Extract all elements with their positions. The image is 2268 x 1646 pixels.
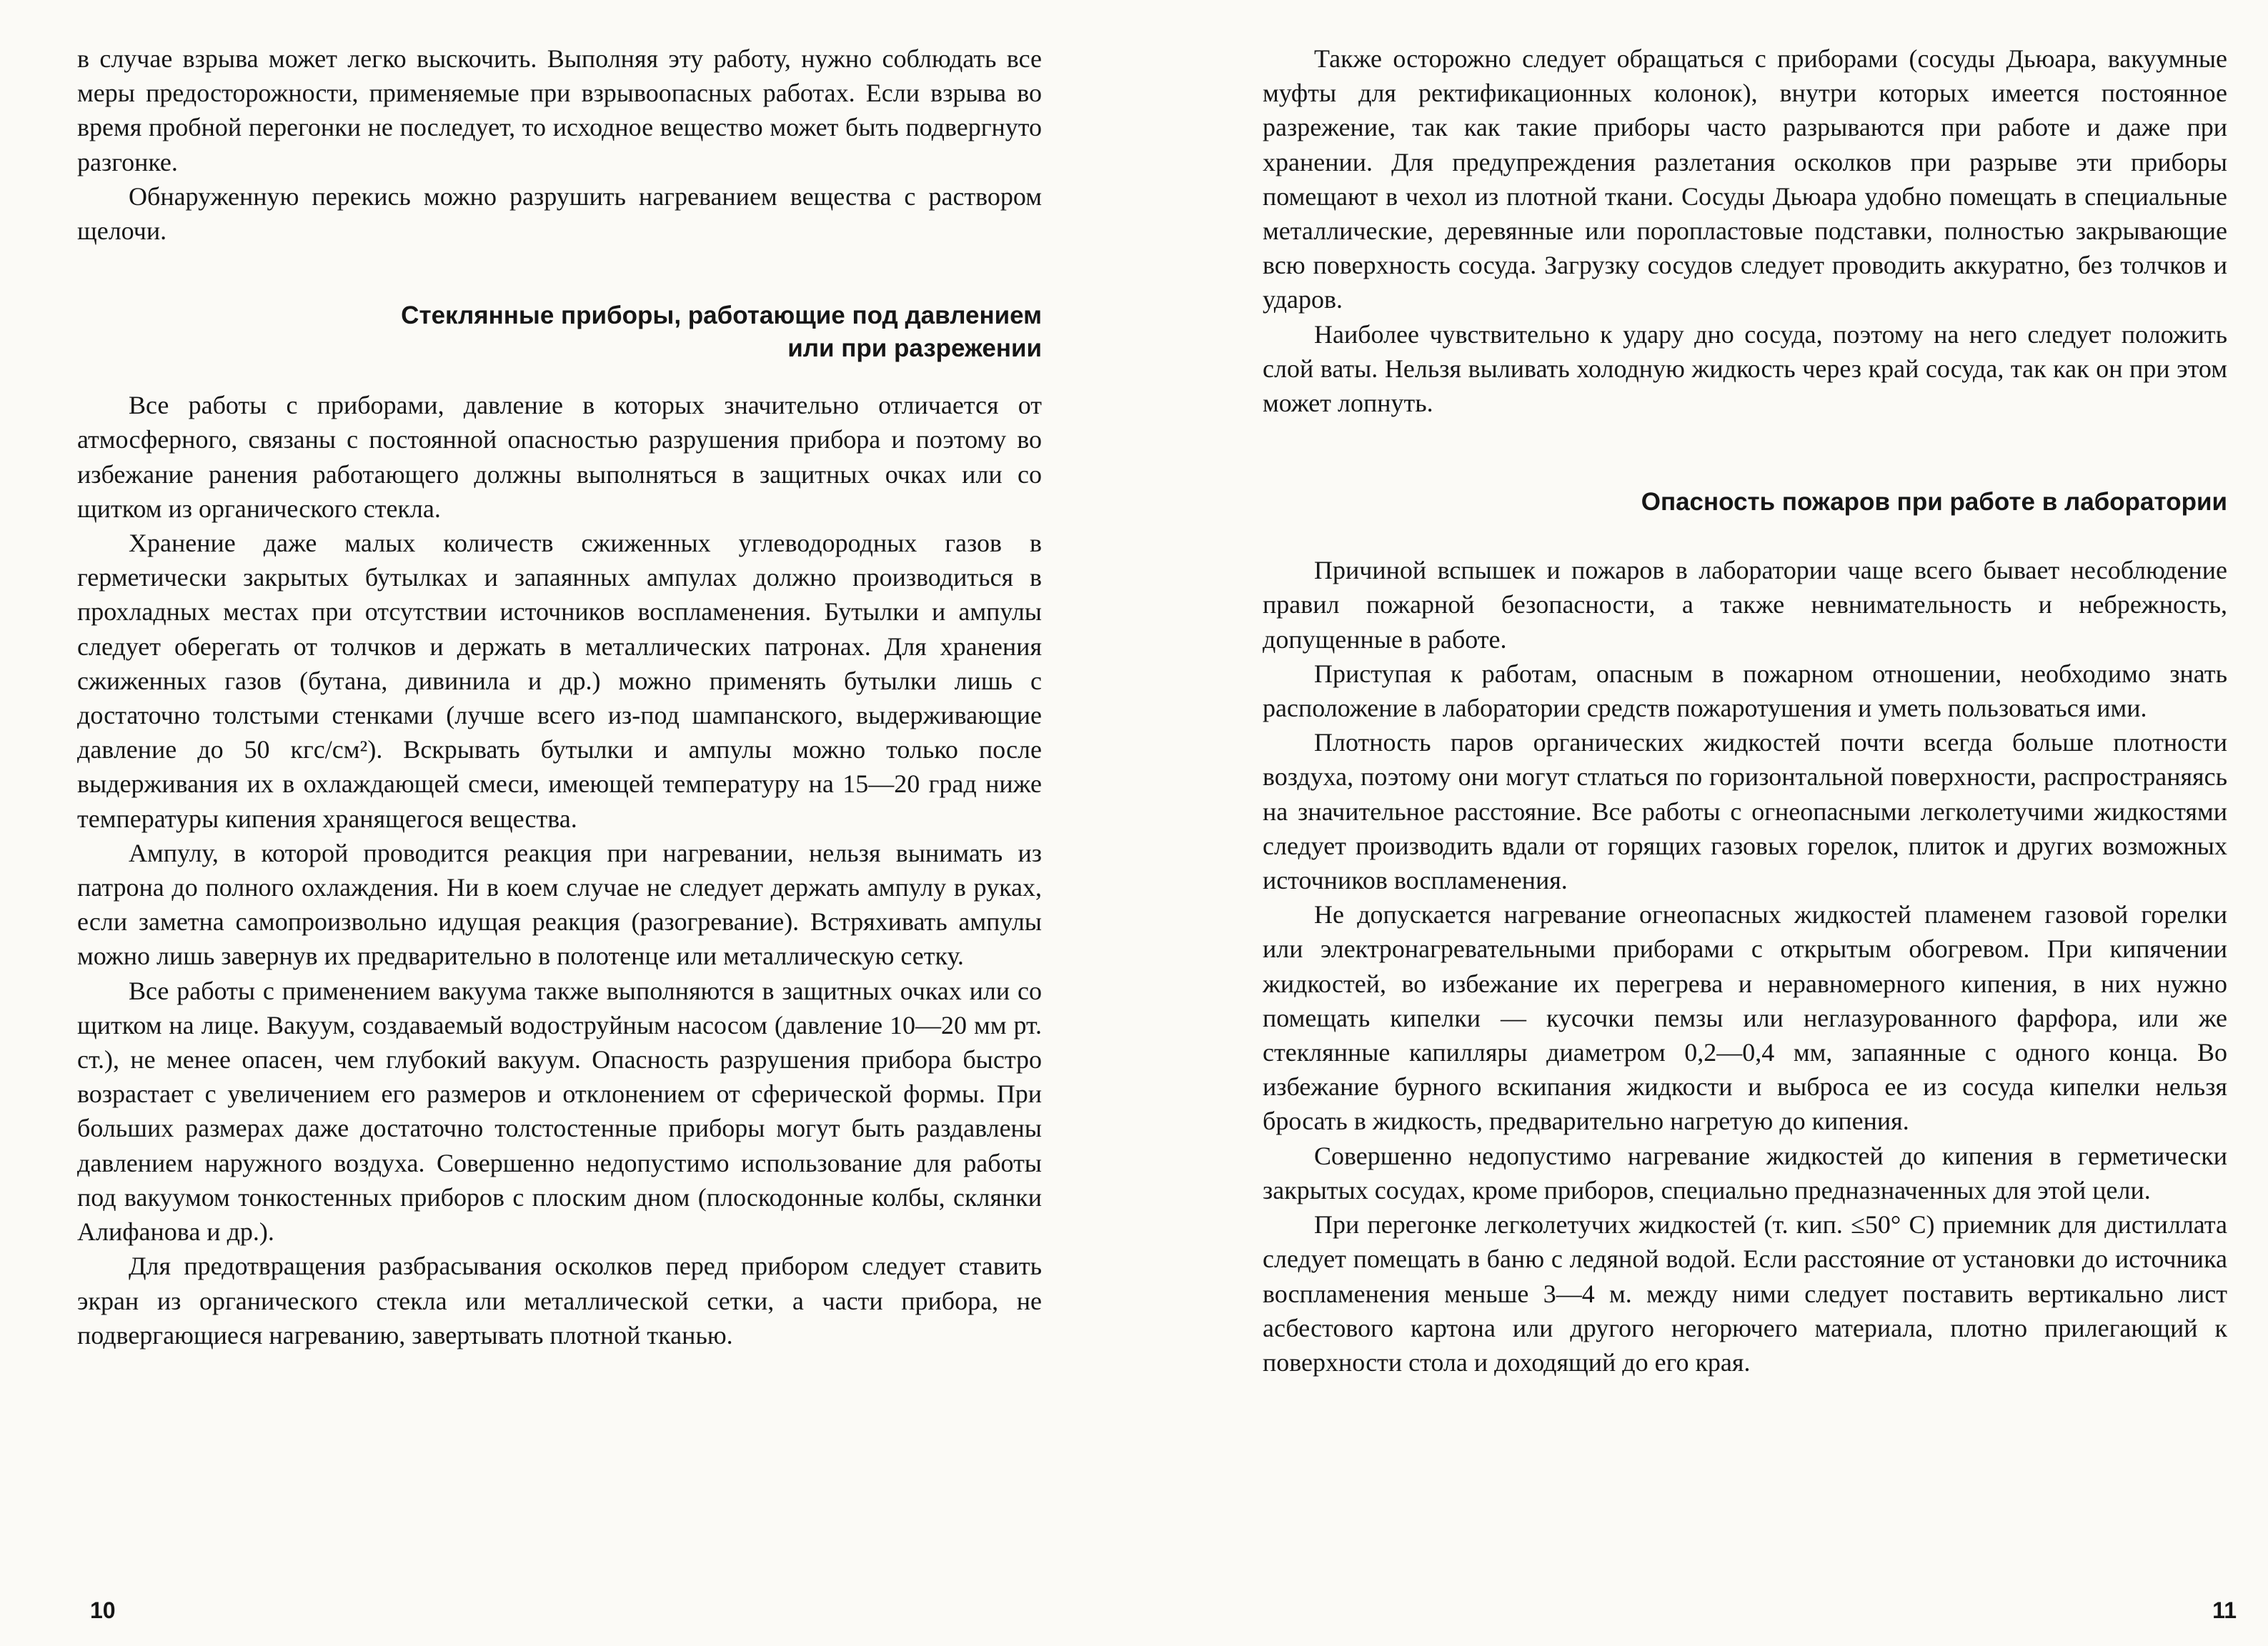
- paragraph: Для предотвращения разбрасывания осколков перед прибором следует ставить экран из органического стекла или металлической сетки, а части прибора, не подвергающиеся нагреванию, завертывать плотной тканью.: [77, 1252, 1042, 1350]
- paragraph: Наиболее чувствительно к удару дно сосуда, поэтому на него следует положить слой ваты. Нельзя выливать холодную жидкость через край сосуда, так как он при этом может лопнуть.: [1263, 319, 2227, 418]
- page-number: 11: [2212, 1597, 2237, 1623]
- section-heading: Опасность пожаров при работе в лаборатории: [1641, 488, 2227, 517]
- paragraph: При перегонке легколетучих жидкостей (т. кип. ≤50° С) приемник для дистиллата следует помещать в баню с ледяной водой. Если расстояние от установки до источника воспламенения меньше 3—4 м. между ними следует поставить вертикально лист асбестового картона или другого негорючего материала, плотно прилегающий к поверхности стола и доходящий до его края.: [1263, 1210, 2227, 1377]
- paragraph: Хранение даже малых количеств сжиженных углеводородных газов в герметически закрытых бутылках и запаянных ампулах должно производиться в прохладных местах при отсутствии источников воспламенения. Бутылки и ампулы следует оберегать от толчков и держать в металлических патронах. Для хранения сжиженных газов (бутана, дивинила и др.) можно применять бутылки лишь с достаточно толстыми стенками (лучше всего из-под шампанского, выдерживающие давление до 50 кгс/см²). Вскрывать бутылки и ампулы можно только после выдерживания их в охлаждающей смеси, имеющей температуру на 15—20 град ниже температуры кипения хранящегося вещества.: [77, 529, 1042, 833]
- page-number: 10: [90, 1597, 116, 1623]
- paragraph: в случае взрыва может легко выскочить. Выполняя эту работу, нужно соблюдать все меры предосторожности, применяемые при взрывоопасных работах. Если взрыва во время пробной перегонки не последует, то исходное вещество может быть подвергнуто разгонке.: [77, 44, 1042, 176]
- left-text-column: [77, 41, 1042, 1352]
- right-text-column: [1263, 41, 2227, 1380]
- paragraph: Все работы с применением вакуума также выполняются в защитных очках или со щитком на лице. Вакуум, создаваемый водоструйным насосом (давление 10—20 мм рт. ст.), не менее опасен, чем глубокий вакуум. Опасность разрушения прибора быстро возрастает с увеличением его размеров и отклонением от сферической формы. При больших размерах даже достаточно толстостенные приборы могут быть раздавлены давлением наружного воздуха. Совершенно недопустимо использование для работы под вакуумом тонкостенных приборов с плоским дном (плоскодонные колбы, склянки Алифанова и др.).: [77, 976, 1042, 1247]
- paragraph: Ампулу, в которой проводится реакция при нагревании, нельзя вынимать из патрона до полного охлаждения. Ни в коем случае не следует держать ампулу в руках, если заметна самопроизвольно идущая реакция (разогревание). Встряхивать ампулы можно лишь завернув их предварительно в полотенце или металлическую сетку.: [77, 838, 1042, 971]
- section-heading-line-1: Стеклянные приборы, работающие под давлением: [401, 301, 1042, 330]
- paragraph: Приступая к работам, опасным в пожарном отношении, необходимо знать расположение в лаборатории средств пожаротушения и уметь пользоваться ими.: [1263, 659, 2227, 723]
- paragraph: Плотность паров органических жидкостей почти всегда больше плотности воздуха, поэтому они могут стлаться по горизонтальной поверхности, распространяясь на значительное расстояние. Все работы с огнеопасными легколетучими жидкостями следует производить вдали от горящих газовых горелок, плиток и других возможных источников воспламенения.: [1263, 728, 2227, 895]
- section-heading-line-2: или при разрежении: [787, 334, 1042, 363]
- paragraph: Обнаруженную перекись можно разрушить нагреванием вещества с раствором щелочи.: [77, 181, 1042, 246]
- paragraph: Причиной вспышек и пожаров в лаборатории чаще всего бывает несоблюдение правил пожарной безопасности, а также невнимательность и небрежность, допущенные в работе.: [1263, 556, 2227, 654]
- paragraph: Совершенно недопустимо нагревание жидкостей до кипения в герметически закрытых сосудах, кроме приборов, специально предназначенных для этой цели.: [1263, 1141, 2227, 1204]
- paragraph: Не допускается нагревание огнеопасных жидкостей пламенем газовой горелки или электронагревательными приборами с открытым обогревом. При кипячении жидкостей, во избежание их перегрева и неравномерного кипения, в них нужно помещать кипелки — кусочки пемзы или неглазурованного фарфора, или же стеклянные капилляры диаметром 0,2—0,4 мм, запаянные с одного конца. Во избежание бурного вскипания жидкости и выброса ее из сосуда кипелки нельзя бросать в жидкость, предварительно нагретую до кипения.: [1263, 900, 2227, 1136]
- paragraph: Все работы с приборами, давление в которых значительно отличается от атмосферного, связаны с постоянной опасностью разрушения прибора и поэтому во избежание ранения работающего должны выполняться в защитных очках или со щитком из органического стекла.: [77, 391, 1042, 523]
- right-page: [1134, 0, 2268, 1646]
- paragraph: Также осторожно следует обращаться с приборами (сосуды Дьюара, вакуумные муфты для ректификационных колонок), внутри которых имеется постоянное разрежение, так как такие приборы часто разрываются при работе и даже при хранении. Для предупреждения разлетания осколков при разрыве эти приборы помещают в чехол из плотной ткани. Сосуды Дьюара удобно помещать в специальные металлические, деревянные или поропластовые подставки, полностью закрывающие всю поверхность сосуда. Загрузку сосудов следует проводить аккуратно, без толчков и ударов.: [1263, 44, 2227, 314]
- section-heading: [77, 299, 1042, 365]
